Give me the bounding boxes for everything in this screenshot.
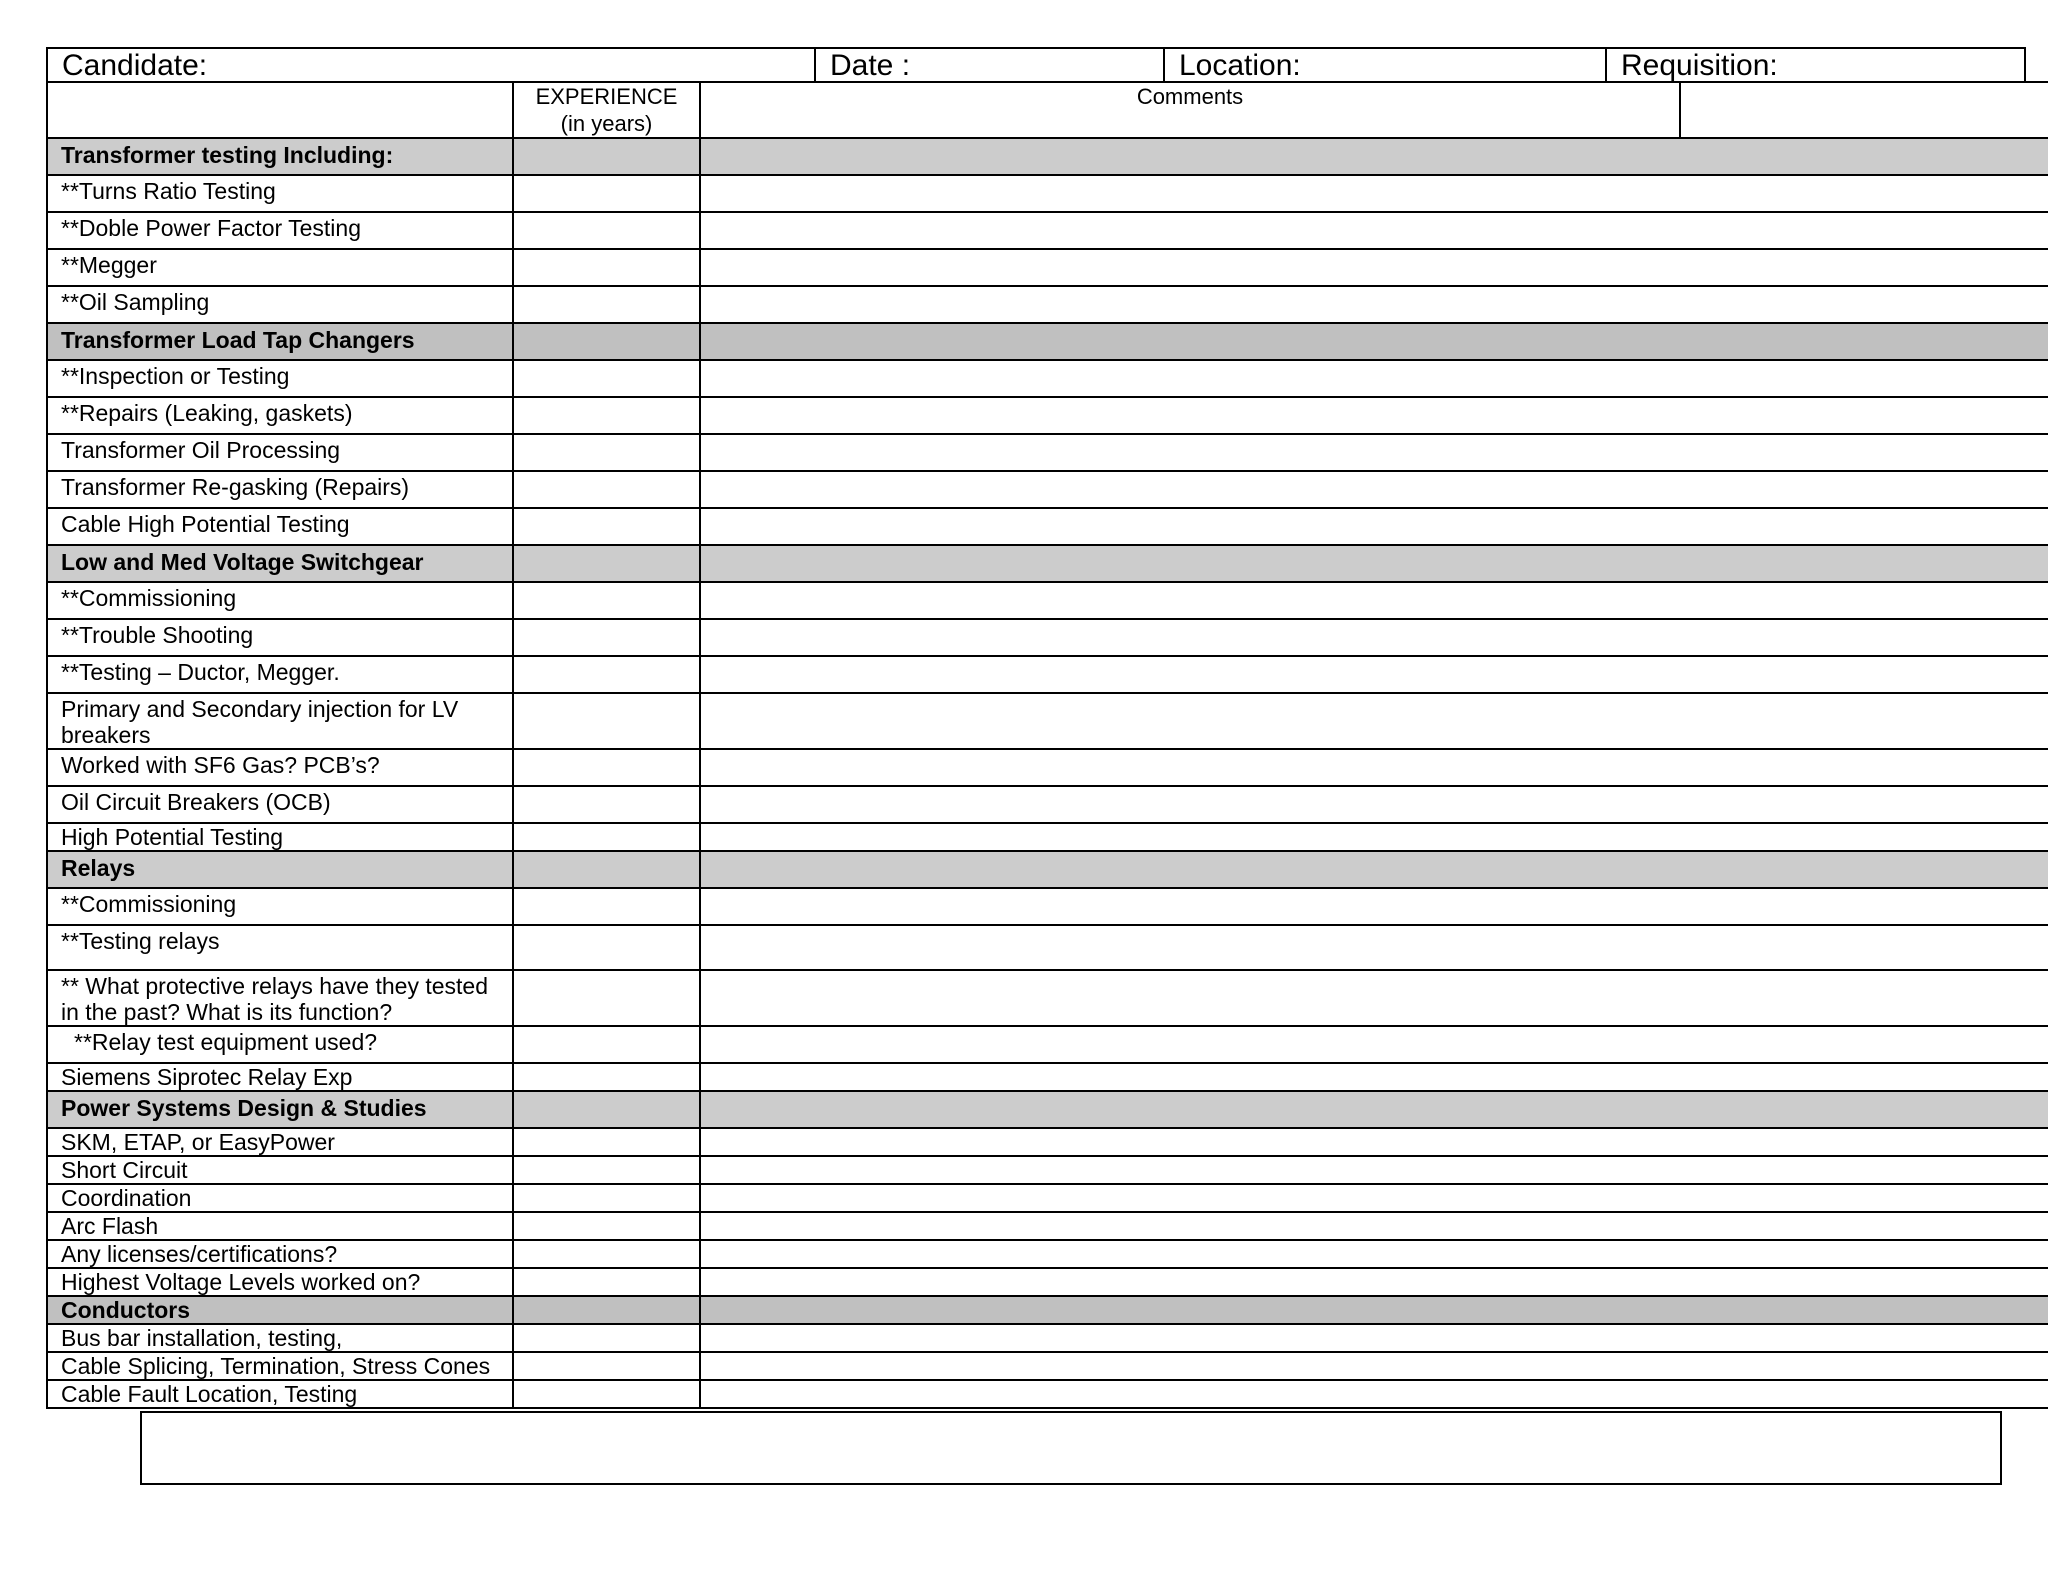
comments-cell[interactable] [700, 1268, 1680, 1296]
experience-cell[interactable] [513, 1212, 700, 1240]
section-row [47, 545, 2048, 582]
skill-label: **Megger [47, 249, 513, 286]
experience-cell[interactable] [513, 1184, 700, 1212]
experience-cell[interactable] [513, 1380, 700, 1408]
requisition-label: Requisition: [1621, 49, 1778, 81]
skill-label: Cable Splicing, Termination, Stress Cones [47, 1352, 513, 1380]
comments-cell[interactable] [700, 212, 1680, 249]
table-row [47, 508, 2048, 545]
skill-label: Cable High Potential Testing [47, 508, 513, 545]
experience-cell[interactable] [513, 1128, 700, 1156]
experience-cell[interactable] [513, 925, 700, 970]
section-title: Transformer Load Tap Changers [47, 323, 513, 360]
skill-label: ** What protective relays have they tested in the past? What is its function? [47, 970, 513, 1026]
experience-cell[interactable] [513, 1352, 700, 1380]
comments-column-header [700, 82, 1680, 138]
skill-label: **Testing relays [47, 925, 513, 970]
comments-cell[interactable] [700, 1063, 1680, 1091]
experience-header-line2: (in years) [560, 111, 653, 136]
table-row [47, 888, 2048, 925]
column-header-row [47, 82, 2048, 138]
experience-cell[interactable] [513, 249, 700, 286]
skill-label: **Relay test equipment used? [47, 1026, 513, 1063]
experience-cell[interactable] [513, 888, 700, 925]
section-row [47, 138, 2048, 175]
section-title: Power Systems Design & Studies [47, 1091, 513, 1128]
table-row [47, 1212, 2048, 1240]
skill-column-header [47, 82, 513, 138]
experience-header-line1: EXPERIENCE [535, 84, 678, 109]
skill-label: Short Circuit [47, 1156, 513, 1184]
comments-cell[interactable] [700, 1212, 1680, 1240]
location-label: Location: [1179, 49, 1301, 81]
comments-cell[interactable] [700, 1324, 1680, 1352]
section-title: Conductors [47, 1296, 513, 1324]
experience-cell[interactable] [513, 508, 700, 545]
comments-cell[interactable] [700, 970, 1680, 1026]
table-row [47, 970, 2048, 1026]
comments-cell[interactable] [700, 888, 1680, 925]
table-row [47, 925, 2048, 970]
skill-label: **Inspection or Testing [47, 360, 513, 397]
table-row [47, 212, 2048, 249]
comments-cell[interactable] [700, 1128, 1680, 1156]
experience-cell[interactable] [513, 1240, 700, 1268]
table-row [47, 1268, 2048, 1296]
comments-cell[interactable] [700, 397, 1680, 434]
comments-cell[interactable] [700, 1026, 1680, 1063]
experience-cell[interactable] [513, 212, 700, 249]
section-row [47, 1091, 2048, 1128]
skill-label: Transformer Oil Processing [47, 434, 513, 471]
table-row [47, 471, 2048, 508]
table-row [47, 1380, 2048, 1408]
comments-cell[interactable] [700, 925, 1680, 970]
table-row [47, 249, 2048, 286]
skill-label: Cable Fault Location, Testing [47, 1380, 513, 1408]
extra-column-header [1680, 82, 2048, 138]
location-field[interactable] [1165, 49, 1607, 81]
skill-label: Siemens Siprotec Relay Exp [47, 1063, 513, 1091]
skill-label: **Commissioning [47, 582, 513, 619]
comments-cell[interactable] [700, 823, 1680, 851]
skills-table [46, 81, 2048, 1409]
skill-label: **Repairs (Leaking, gaskets) [47, 397, 513, 434]
skill-label: Highest Voltage Levels worked on? [47, 1268, 513, 1296]
comments-cell[interactable] [700, 471, 1680, 508]
experience-cell[interactable] [513, 970, 700, 1026]
skill-label: Bus bar installation, testing, [47, 1324, 513, 1352]
skill-label: High Potential Testing [47, 823, 513, 851]
table-row [47, 693, 2048, 749]
skill-label: **Turns Ratio Testing [47, 175, 513, 212]
table-row [47, 286, 2048, 323]
table-row [47, 1352, 2048, 1380]
table-row [47, 1156, 2048, 1184]
skill-label: Worked with SF6 Gas? PCB’s? [47, 749, 513, 786]
experience-cell[interactable] [513, 434, 700, 471]
experience-cell[interactable] [513, 582, 700, 619]
comments-cell[interactable] [700, 1352, 1680, 1380]
table-row [47, 360, 2048, 397]
comments-cell[interactable] [700, 249, 1680, 286]
table-row [47, 1324, 2048, 1352]
comments-cell[interactable] [700, 175, 1680, 212]
experience-cell[interactable] [513, 1063, 700, 1091]
skill-label: Any licenses/certifications? [47, 1240, 513, 1268]
table-row [47, 397, 2048, 434]
table-row [47, 175, 2048, 212]
skill-label: **Commissioning [47, 888, 513, 925]
table-row [47, 619, 2048, 656]
table-row [47, 823, 2048, 851]
skill-label: **Oil Sampling [47, 286, 513, 323]
comments-cell[interactable] [700, 434, 1680, 471]
skill-label: Coordination [47, 1184, 513, 1212]
experience-cell[interactable] [513, 175, 700, 212]
comments-cell[interactable] [700, 619, 1680, 656]
experience-cell[interactable] [513, 1324, 700, 1352]
comments-header: Comments [1136, 84, 1244, 109]
experience-cell[interactable] [513, 286, 700, 323]
skill-label: Primary and Secondary injection for LV breakers [47, 693, 513, 749]
comments-cell[interactable] [700, 1240, 1680, 1268]
table-row [47, 1128, 2048, 1156]
section-row [47, 851, 2048, 888]
skill-label: Oil Circuit Breakers (OCB) [47, 786, 513, 823]
notes-box[interactable] [140, 1411, 2002, 1485]
skill-label: Transformer Re-gasking (Repairs) [47, 471, 513, 508]
comments-cell[interactable] [700, 693, 1680, 749]
experience-cell[interactable] [513, 1268, 700, 1296]
experience-cell[interactable] [513, 786, 700, 823]
comments-cell[interactable] [700, 656, 1680, 693]
experience-column-header [513, 82, 700, 138]
table-row [47, 434, 2048, 471]
section-row [47, 323, 2048, 360]
date-field[interactable] [816, 49, 1165, 81]
experience-cell[interactable] [513, 1026, 700, 1063]
skill-label: SKM, ETAP, or EasyPower [47, 1128, 513, 1156]
experience-cell[interactable] [513, 471, 700, 508]
experience-cell[interactable] [513, 397, 700, 434]
comments-cell[interactable] [700, 582, 1680, 619]
table-row [47, 1063, 2048, 1091]
comments-cell[interactable] [700, 286, 1680, 323]
candidate-field[interactable] [48, 49, 816, 81]
table-row [47, 656, 2048, 693]
experience-cell[interactable] [513, 360, 700, 397]
experience-cell[interactable] [513, 619, 700, 656]
section-title: Low and Med Voltage Switchgear [47, 545, 513, 582]
interview-form [46, 47, 2048, 1409]
experience-cell[interactable] [513, 749, 700, 786]
comments-cell[interactable] [700, 749, 1680, 786]
comments-cell[interactable] [700, 508, 1680, 545]
section-title: Relays [47, 851, 513, 888]
skill-label: **Testing – Ductor, Megger. [47, 656, 513, 693]
date-label: Date : [830, 49, 911, 81]
requisition-field[interactable] [1607, 49, 2024, 81]
form-header-row [46, 47, 2026, 83]
comments-cell[interactable] [700, 360, 1680, 397]
table-row [47, 1184, 2048, 1212]
table-row [47, 1240, 2048, 1268]
section-title: Transformer testing Including: [47, 138, 513, 175]
experience-cell[interactable] [513, 823, 700, 851]
section-row [47, 1296, 2048, 1324]
table-row [47, 786, 2048, 823]
skill-label: Arc Flash [47, 1212, 513, 1240]
comments-cell[interactable] [700, 786, 1680, 823]
experience-cell[interactable] [513, 693, 700, 749]
skill-label: **Doble Power Factor Testing [47, 212, 513, 249]
comments-cell[interactable] [700, 1156, 1680, 1184]
experience-cell[interactable] [513, 1156, 700, 1184]
candidate-label: Candidate: [62, 49, 208, 81]
skill-label: **Trouble Shooting [47, 619, 513, 656]
comments-cell[interactable] [700, 1184, 1680, 1212]
experience-cell[interactable] [513, 656, 700, 693]
table-row [47, 1026, 2048, 1063]
table-row [47, 582, 2048, 619]
comments-cell[interactable] [700, 1380, 1680, 1408]
table-row [47, 749, 2048, 786]
